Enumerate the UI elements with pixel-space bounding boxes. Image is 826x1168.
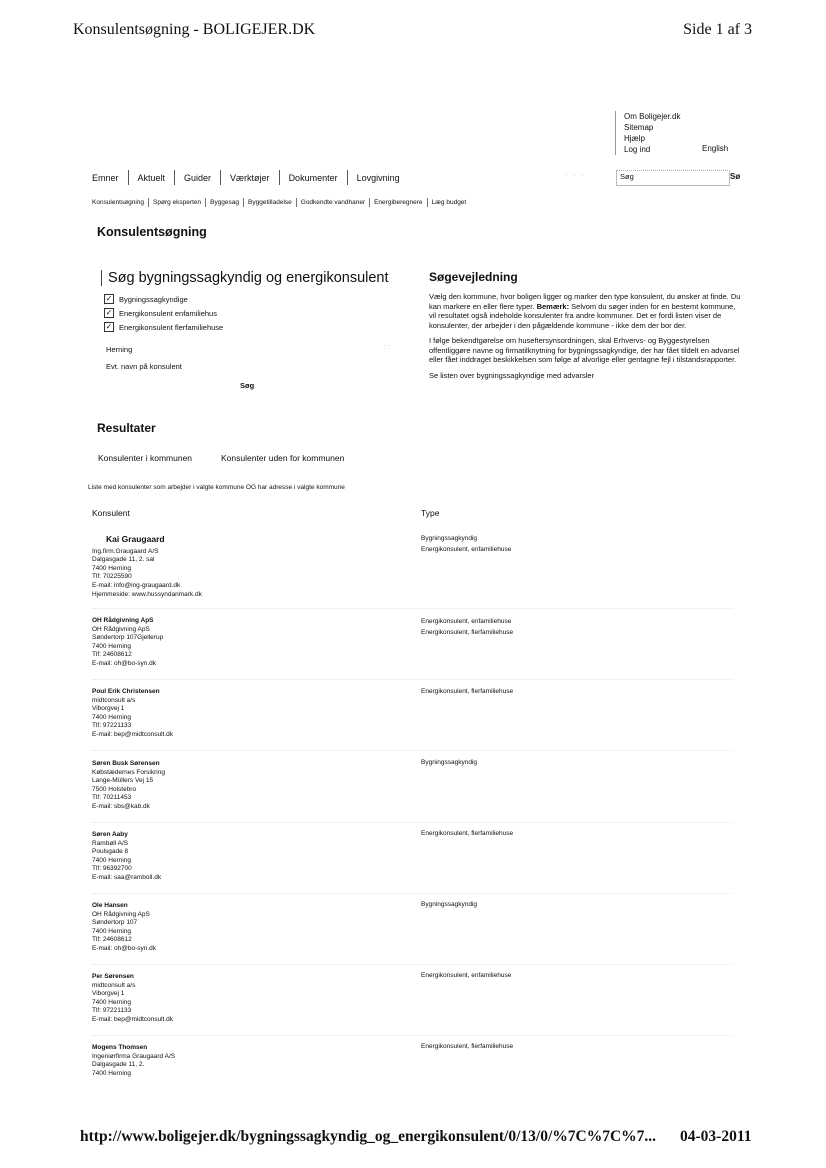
kommune-select[interactable]: Herning (106, 345, 133, 354)
column-header-consultant: Konsulent (92, 508, 130, 518)
consultant-name: Søren Aaby (92, 831, 128, 838)
utility-links (615, 111, 680, 155)
row-divider (92, 679, 732, 680)
consultant-types: Energikonsulent, flerfamiliehuse (421, 830, 514, 837)
tab-consultants-outside-kommune[interactable]: Konsulenter uden for kommunen (221, 453, 345, 463)
checkbox-label: Bygningssagkyndige (119, 294, 188, 304)
consultant-name-input[interactable]: Evt. navn på konsulent (106, 362, 182, 371)
result-entry: Søren Busk Sørensen Købstædernes Forsikring Lange-Müllers Vej 15 7500 Holstebro Tlf: 70211453 E-mail: sbs@kab.dk (92, 760, 392, 812)
checkbox-row-flerfamiliehuse[interactable] (104, 322, 223, 332)
consultant-name: Kai Graugaard (106, 534, 165, 544)
search-button[interactable]: Sø (730, 172, 741, 181)
consultant-name: Søren Busk Sørensen (92, 760, 160, 767)
email-link[interactable]: E-mail: bep@midtconsult.dk (92, 1015, 174, 1023)
consultant-name: Mogens Thomsen (92, 1044, 148, 1051)
result-entry: OH Rådgivning ApS OH Rådgivning ApS Søndertorp 107Gjellerup 7400 Herning Tlf: 24608612 E-mail: oh@bo-syn.dk (92, 617, 392, 669)
result-entry: Mogens Thomsen Ingeniørfirma Graugaard A/S Dalgasgade 11, 2. 7400 Herning (92, 1044, 392, 1078)
consultant-types: Bygningssagkyndig (421, 759, 478, 766)
result-entry: Kai Graugaard Ing.firm.Graugaard A/S Dalgasgade 11, 2. sal 7400 Herning Tlf: 70225590 E-mail: info@ing-graugaard.dk Hjemmeside: www.hussyndanmark.dk (92, 535, 392, 599)
nav-item-aktuelt[interactable]: Aktuelt (137, 172, 166, 183)
row-divider (92, 608, 732, 609)
consultant-types: Energikonsulent, flerfamiliehuse (421, 688, 514, 695)
utility-link-sitemap[interactable]: Sitemap (624, 123, 654, 132)
guidance-text: Vælg den kommune, hvor boligen ligger og marker den type konsulent, du ønsker at finde. Du kan markere en eller flere typer. Bemærk: Selvom du søger inden for en bestemt kommune, vil resultatet også indeholde konsulenter fra andre kommuner. Det er fordi listen viser de konsulenter, der arbejder i den pågældende kommune - ikke dem der bor der. I følge bekendtgørelse om huseftersynsordningen, skal Erhvervs- og Byggestyrelsen offentliggøre navne og firmatilknytning for bygningssagkyndige, der har fået tildelt en advarsel eller fået inddraget beskikkelsen som følge af alvorlige eller gentagne fejl i tilstandsrapporter. Se listen over bygningssagkyndige med advarsler (429, 292, 741, 380)
nav-item-lovgivning[interactable]: Lovgivning (356, 172, 400, 183)
consultant-name: Poul Erik Christensen (92, 688, 160, 695)
utility-link-login[interactable]: Log ind (624, 145, 651, 154)
utility-link-help[interactable]: Hjælp (624, 134, 645, 143)
email-link[interactable]: E-mail: oh@bo-syn.dk (92, 944, 157, 952)
language-link-english[interactable]: English (702, 144, 729, 153)
email-link[interactable]: E-mail: sbs@kab.dk (92, 802, 150, 810)
subnav-item-byggesag[interactable]: Byggesag (210, 199, 240, 206)
subnav-item-byggetilladelse[interactable]: Byggetilladelse (248, 199, 292, 206)
page-title: Konsulentsøgning (97, 225, 207, 239)
result-entry: Ole Hansen OH Rådgivning ApS Søndertorp 107 7400 Herning Tlf: 24608612 E-mail: oh@bo-syn.dk (92, 902, 392, 954)
consultant-types: Bygningssagkyndig Energikonsulent, enfamiliehuse (421, 535, 512, 553)
checkbox-label: Energikonsulent enfamiliehus (119, 308, 217, 318)
consultant-types: Bygningssagkyndig (421, 901, 478, 908)
search-input[interactable]: Søg (616, 170, 730, 186)
subnav-item-energiberegnere[interactable]: Energiberegnere (374, 199, 423, 206)
warnings-list-link[interactable]: Se listen over bygningssagkyndige med advarsler (429, 370, 595, 380)
results-title: Resultater (97, 421, 156, 435)
consultant-types: Energikonsulent, flerfamiliehuse (421, 1043, 514, 1050)
consultant-name: Per Sørensen (92, 973, 134, 980)
subnav-item-laeg-budget[interactable]: Læg budget (431, 199, 467, 206)
search-decoration: · · · (565, 172, 586, 179)
consultant-types: Energikonsulent, enfamiliehuse Energikonsulent, flerfamiliehuse (421, 618, 514, 636)
row-divider (92, 1035, 732, 1036)
utility-link-about[interactable]: Om Boligejer.dk (624, 112, 681, 121)
print-page-number: Side 1 af 3 (683, 21, 752, 38)
row-divider (92, 893, 732, 894)
subnav-item-godkendte-vandhaner[interactable]: Godkendte vandhaner (300, 199, 366, 206)
nav-item-guider[interactable]: Guider (184, 172, 212, 183)
sub-nav (92, 198, 470, 207)
result-entry: Søren Aaby Rambøll A/S Poulsgade 8 7400 Herning Tlf: 96392700 E-mail: saa@ramboll.dk (92, 831, 392, 883)
checkbox-bygningssagkyndige[interactable]: ✓ (105, 294, 113, 303)
search-submit-button[interactable]: Søg (240, 381, 255, 390)
print-footer-date: 04-03-2011 (680, 1128, 752, 1145)
subnav-item-konsulentsoegning[interactable]: Konsulentsøgning (92, 199, 145, 206)
checkbox-enfamiliehus[interactable]: ✓ (105, 308, 113, 317)
row-divider (92, 822, 732, 823)
email-link[interactable]: E-mail: bep@midtconsult.dk (92, 730, 174, 738)
homepage-link[interactable]: Hjemmeside: www.hussyndanmark.dk (92, 590, 202, 598)
result-entry: Poul Erik Christensen midtconsult a/s Viborgvej 1 7400 Herning Tlf: 97221133 E-mail: bep@midtconsult.dk (92, 688, 392, 740)
checkbox-row-bygningssagkyndige[interactable] (104, 294, 188, 304)
email-link[interactable]: E-mail: info@ing-graugaard.dk (92, 581, 181, 589)
tab-consultants-in-kommune[interactable]: Konsulenter i kommunen (98, 453, 193, 463)
subnav-item-spoerg-eksperten[interactable]: Spørg eksperten (153, 199, 202, 206)
nav-item-vaerktoejer[interactable]: Værktøjer (230, 172, 270, 183)
email-link[interactable]: E-mail: saa@ramboll.dk (92, 873, 162, 881)
nav-item-dokumenter[interactable]: Dokumenter (288, 172, 338, 183)
print-header-title: Konsulentsøgning - BOLIGEJER.DK (73, 21, 316, 38)
print-footer-url: http://www.boligejer.dk/bygningssagkyndig_og_energikonsulent/0/13/0/%7C%7C%7... (80, 1128, 657, 1145)
consultant-types: Energikonsulent, enfamiliehuse (421, 972, 512, 979)
row-divider (92, 964, 732, 965)
checkbox-row-enfamiliehus[interactable] (104, 308, 217, 318)
row-divider (92, 750, 732, 751)
results-description: Liste med konsulenter som arbejder i valgte kommune OG har adresse i valgte kommune (88, 484, 345, 491)
search-form-title: Søg bygningssagkyndig og energikonsulent (101, 270, 389, 286)
main-nav (92, 170, 409, 185)
column-header-type: Type (421, 508, 440, 518)
guidance-title: Søgevejledning (429, 270, 518, 284)
email-link[interactable]: E-mail: oh@bo-syn.dk (92, 659, 157, 667)
consultant-name: Ole Hansen (92, 902, 128, 909)
consultant-name: OH Rådgivning ApS (92, 617, 154, 624)
nav-item-emner[interactable]: Emner (92, 172, 119, 183)
select-edge: : : (384, 344, 390, 351)
checkbox-label: Energikonsulent flerfamiliehuse (119, 322, 224, 332)
result-entry: Per Sørensen midtconsult a/s Viborgvej 1 7400 Herning Tlf: 97221133 E-mail: bep@midtconsult.dk (92, 973, 392, 1025)
checkbox-flerfamiliehuse[interactable]: ✓ (105, 322, 113, 331)
